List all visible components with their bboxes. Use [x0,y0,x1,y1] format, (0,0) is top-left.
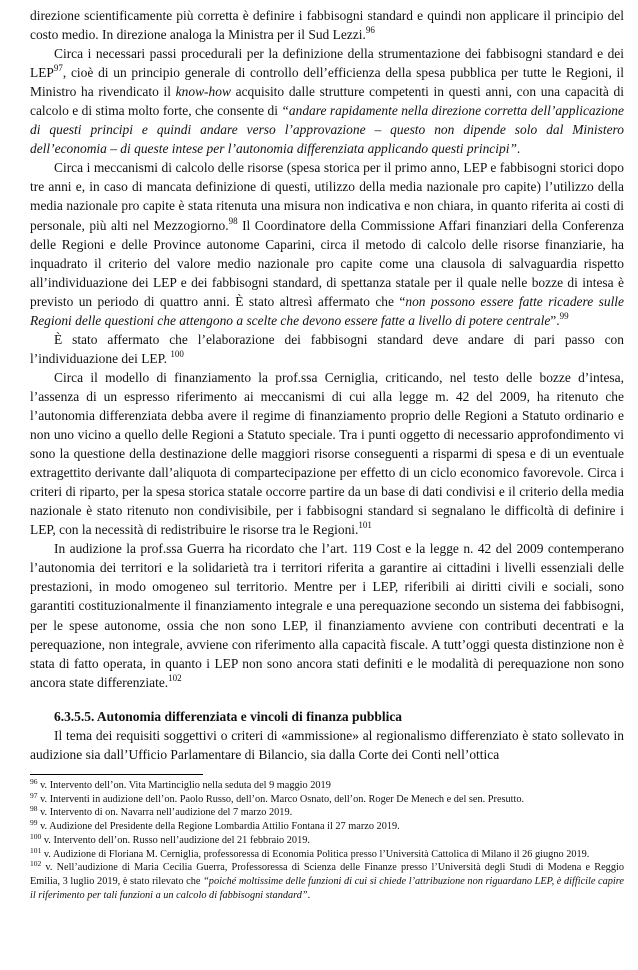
footnote-number: 97 [30,790,38,800]
footnote [30,776,624,793]
section-heading: 6.3.5.5. Autonomia differenziata e vincoli di finanza pubblica [54,708,403,724]
footnote-ref: 99 [559,310,569,321]
text-run: . [516,141,521,157]
text-run: v. Intervento di on. Navarra nell’audizione del 7 marzo 2019. [37,807,293,819]
body-text [30,6,624,764]
footnote-number: 96 [30,776,38,786]
body-paragraph [30,539,624,691]
continuation-paragraph-container [30,726,624,764]
text-run: In audizione la prof.ssa Guerra ha ricordato che l’art. 119 Cost e la legge n. 42 del 2009 contemperano l’autonomia dei territori e la solidarietà tra i territori riferita a garantire ai cittadini i livelli essenziali delle prestazioni, in modo omogeneo sul territorio. Mentre per i LEP, riferibili ai diritti civili e sociali, sono garantiti costituzionalmente il finanziamento integrale e una perequazione secondo un sistema dei fabbisogni, per le spese autonome, ossia che non sono LEP, il finanziamento avviene con contributi decentrati e la perequazione, non integrale, avviene con riferimento alla capacità fiscale. A tutt’oggi questa distinzione non è stata di fatto operata, in quanto i LEP non sono ancora stati definiti e le modalità di perequazione non sono ancora state differenziate. [30,541,624,690]
italic-text: know-how [175,84,231,100]
paragraph-list [30,6,624,692]
text-run: v. Intervento dell’on. Vita Martinciglio nella seduta del 9 maggio 2019 [37,779,331,791]
text-run: Circa i necessari passi procedurali per la definizione della strumentazione dei fabbisogni standard e dei LEP [30,46,624,81]
text-run: , cioè di un principio generale di controllo dell’efficienza della spesa pubblica per tutte le Regioni, il Ministro ha rivendicato il [30,65,624,100]
footnote-number: 100 [30,831,42,841]
footnote-number: 99 [30,818,38,828]
footnote [30,820,624,834]
italic-text: “poiché moltissime delle funzioni di cui si chiede l’attribuzione non riguardano LEP, è difficile capire il riferimento per tali funzioni a un calcolo di fabbisogni standard” [30,876,624,901]
text-run: Il Coordinatore della Commissione Affari finanziari della Conferenza delle Regioni e delle Province autonome Caparini, circa il metodo di calcolo delle risorse finanziarie, ha inquadrato il criterio del valore medio nazionale pro capite come una clausola di salvaguardia rispetto all’individuazione dei LEP e dei fabbisogni standard, di spettanza statale per il quale nelle bozze di intesa è previsto un periodo di quattro anni. È stato altresì affermato che “ [30,217,625,309]
text-run: Circa il modello di finanziamento la prof.ssa Cerniglia, criticando, nel testo delle bozze d’intesa, l’assenza di un espresso riferimento ai meccanismi di cui alla legge m. 42 del 2009, ha ritenuto che l’autonomia differenziata debba avere il regime di finanziamento proprio delle Regioni a Statuto ordinario e non uno vicino a quello delle Regioni a Statuto speciale. Tra i punti oggetto di necessario approfondimento vi sono la questione della destinazione delle maggiori risorse conseguenti a risparmi di spesa e di un eventuale extragettito derivante dall’aliquota di compartecipazione per effetto di un ciclo economico favorevole. Circa i criteri di riparto, per la spesa storica statale occorre partire da un base di dati condivisi e il criterio della media nazionale è stato ritenuto non condivisibile, per i fabbisogni standard si segnalano le difficoltà di definire i LEP, con la necessità di redistribuire le risorse tra le Regioni. [30,369,624,538]
text-run: v. Audizione di Floriana M. Cerniglia, professoressa di Economia Politica presso l’Università Cattolica di Milano il 26 giugno 2019. [41,848,590,860]
body-paragraph [30,368,624,539]
footnotes [30,776,624,903]
footnote [30,790,624,807]
footnote-ref: 98 [228,215,238,226]
body-paragraph [30,6,624,44]
italic-text: non possono essere fatte ricadere sulle Regioni delle questioni che attengono a scelte che devono essere fatte a livello di potere centrale [30,293,625,328]
text-run: ”. [550,312,560,328]
footnote-ref: 100 [170,348,184,359]
text-run: Il tema dei requisiti soggettivi o criteri di «ammissione» al regionalismo differenziato è stato sollevato in audizione sia dall’Ufficio Parlamentare di Bilancio, sia dalla Corte dei Conti nell’ottica [30,727,624,762]
text-run: v. Audizione del Presidente della Regione Lombardia Attilio Fontana il 27 marzo 2019. [37,821,400,833]
footnote-ref: 96 [365,25,375,36]
text-run: v. Nell’audizione di Maria Cecilia Guerra, Professoressa di Scienza delle Finanze presso l’Università degli Studi di Modena e Reggio Emilia, 3 luglio 2019, è stato rilevato che [30,862,624,888]
body-paragraph [30,330,624,368]
footnote [30,831,624,848]
text-run: v. Intervento dell’on. Russo nell’audizione del 21 febbraio 2019. [41,834,310,846]
footnote-number: 102 [30,859,42,869]
footnote [30,861,624,902]
text-run: v. Interventi in audizione dell’on. Paolo Russo, dell’on. Marco Osnato, dell’on. Roger De Menech e del sen. Presutto. [37,793,525,805]
footnote-ref: 102 [168,672,182,683]
footnote-ref: 97 [53,63,63,74]
footnote-ref: 101 [358,520,372,531]
text-run: Circa i meccanismi di calcolo delle risorse (spesa storica per il primo anno, LEP e fabbisogni storici dopo tre anni e, in caso di mancata definizione di questi, utilizzo della media nazionale pro capite) l’utilizzo della media nazionale pro capite è stata ritenuta una misura non indicativa e non chiara, in quanto riferita ai costi di personale, più alti nel Mezzogiorno. [30,160,624,233]
body-paragraph [30,726,624,764]
text-run: direzione scientificamente più corretta è definire i fabbisogni standard e quindi non applicare il principio del costo medio. In direzione analoga la Ministra per il Sud Lezzi. [30,8,624,43]
footnote [30,845,624,862]
body-paragraph [30,44,624,158]
footnote [30,806,624,820]
footnote-number: 101 [30,845,42,855]
footnote-separator [30,774,203,775]
text-run: acquisito dalle strutture competenti in questi anni, con una capacità di calcolo e di stima molto forte, che consente di [30,84,624,119]
italic-text: “andare rapidamente nella direzione corretta dell’applicazione di questi principi e quindi andare verso l’approvazione – questo non dipende solo dal Ministero dell’economia – di queste intese per l’autonomia differenziata applicando questi principi” [30,103,624,157]
footnote-number: 98 [30,804,38,814]
body-paragraph [30,158,624,329]
text-run: È stato affermato che l’elaborazione dei fabbisogni standard deve andare di pari passo con l’individuazione dei LEP. [30,331,624,366]
text-run: . [307,889,311,901]
